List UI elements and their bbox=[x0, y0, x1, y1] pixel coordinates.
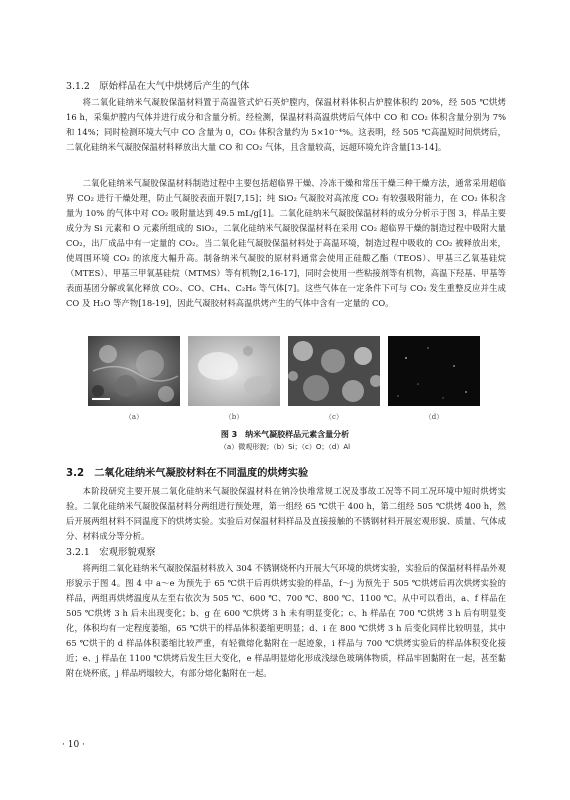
panel-label-d: （d） bbox=[424, 413, 444, 421]
section-heading-3-1-2: 3.1.2 原始样品在大气中烘烤后产生的气体 bbox=[66, 81, 250, 92]
panel-label-b: （b） bbox=[224, 413, 244, 421]
paragraph-morphology: 将两组二氧化硅纳米气凝胶保温材料放入 304 不锈钢烧杯内开展大气环境的烘烤实验，实验后的保温材料样品外观形貌示于图 4。图 4 中 a～e 为预先于 65 ℃烘干后再烘烤实验的样品，f～j 为预先于 505 ℃烘烤后再次烘烤实验的样品，两组再烘烤温度从左至右依次为 505 ℃、600 ℃、700 ℃、800 ℃、1100 ℃。从中可以看出，a、f 样品在 505 ℃烘烤 3 h 后未出现变化；b、g 在 600 ℃烘烤 3 h 未有明显变化；c、h 样品在 700 ℃烘烤 3 h 后有明显变化，体积均有一定程度萎缩，65 ℃烘干的样品体积萎缩更明显；d、i 在 800 ℃烘烤 3 h 后变化同样比较明显，其中 65 ℃烘干的 d 样品体积萎缩比较严重，有轻微熔化黏附在一起迹象，i 样品与 700 ℃烘烤实验后的样品体积变化接近；e、j 样品在 1100 ℃烘烤后发生巨大变化，e 样品明显熔化形成浅绿色玻璃体物质，样品牢固黏附在一起，甚至黏附在烧杯底，j 样品坍塌较大，有部分熔化黏附在一起。 bbox=[66, 563, 506, 678]
micrograph-morphology bbox=[88, 336, 180, 406]
figure-subcaption: （a）微观形貌；（b）Si；（c）O；（d）Al bbox=[219, 443, 351, 451]
figure-3 bbox=[88, 336, 480, 406]
paragraph-baking-experiment: 本阶段研究主要开展二氧化硅纳米气凝胶保温材料在钠冷快堆常规工况及事故工况等不同工况环境中短时烘烤实验。二氧化硅纳米气凝胶保温材料分两组进行预处理，第一组经 65 ℃烘干 400 h，第二组经 505 ℃烘烤 400 h，然后开展两组材料不同温度下的烘烤实验。实验后对保温材料样品及直接接触的不锈钢材料开展宏观形貌、质量、气体成分、材料成分等分析。 bbox=[66, 486, 506, 541]
section-heading-3-2-1: 3.2.1 宏观形貌观察 bbox=[66, 547, 156, 558]
panel-label-c: （c） bbox=[325, 413, 343, 421]
panel-label-a: （a） bbox=[124, 413, 144, 421]
page-number: · 10 · bbox=[62, 740, 85, 750]
element-map-al bbox=[388, 336, 480, 406]
section-heading-3-2: 3.2 二氧化硅纳米气凝胶材料在不同温度的烘烤实验 bbox=[66, 468, 309, 479]
element-map-si bbox=[188, 336, 280, 406]
paragraph-gas-analysis: 将二氧化硅纳米气凝胶保温材料置于高温管式炉石英炉膛内，保温材料体积占炉膛体积约 20%，经 505 ℃烘烤 16 h，采集炉膛内气体并进行成分和含量分析。经检测，保温材料高温烘烤后气体中 CO 和 CO₂ 体积含量分别为 7% 和 14%；同时检测环境大气中 CO 含量为 0，CO₂ 体积含量约为 5×10⁻⁴%。这表明，经 505 ℃高温短时间烘烤后，二氧化硅纳米气凝胶保温材料释放出大量 CO 和 CO₂ 气体，且含量较高，远超环境允许含量[13-14]。 bbox=[66, 97, 506, 152]
element-map-o bbox=[288, 336, 380, 406]
figure-caption: 图 3 纳米气凝胶样品元素含量分析 bbox=[220, 430, 350, 439]
paragraph-drying-process: 二氧化硅纳米气凝胶保温材料制造过程中主要包括超临界干燥、冷冻干燥和常压干燥三种干燥方法，通常采用超临界 CO₂ 进行干燥处理，防止气凝胶表面开裂[7,15]；纯 SiO₂ 气凝胶对高浓度 CO₂ 有较强吸附能力，在 CO₂ 体积含量为 10% 的气体中对 CO₂ 吸附量达到 49.5 mL/g[1]。二氧化硅纳米气凝胶保温材料的成分分析示于图 3，样品主要成分为 Si 元素和 O 元素所组成的 SiO₂，二氧化硅纳米气凝胶保温材料在采用 CO₂ 超临界干燥的制造过程中吸附大量 CO₂，出厂成品中有一定量的 CO₂。当二氧化硅气凝胶保温材料处于高温环境，制造过程中吸收的 CO₂ 被释放出来，使周围环境 CO₂ 的浓度大幅升高。制备纳米气凝胶的原材料通常会使用正硅酸乙酯（TEOS）、甲基三乙氧基硅烷（MTES）、甲基三甲氧基硅烷（MTMS）等有机物[2,16-17]，同时会使用一些粘接剂等有机物，高温下羟基、甲基等表面基团分解或氧化释放 CO₂、CO、CH₄、C₂H₆ 等气体[7]。这些气体在一定条件下可与 CO₂ 发生重整反应并生成 CO 及 H₂O 等产物[18-19]，因此气凝胶材料高温烘烤产生的气体中含有一定量的 CO。 bbox=[66, 178, 506, 308]
